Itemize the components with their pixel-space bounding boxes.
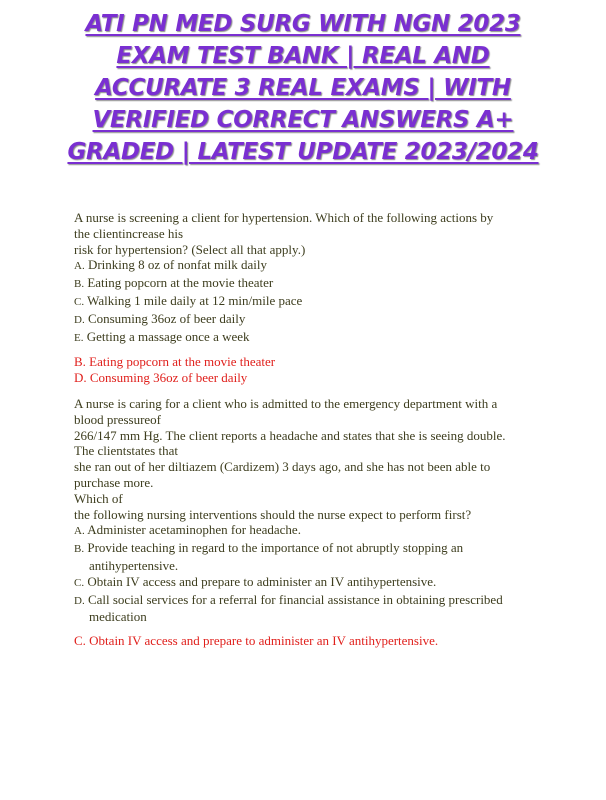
- stem-line: the following nursing interventions should the nurse expect to perform first?: [74, 506, 472, 522]
- stem-line: blood pressureof: [74, 411, 162, 427]
- document-title: [40, 8, 566, 168]
- question-1-answers: [74, 354, 554, 386]
- title-line: EXAM TEST BANK | REAL AND: [116, 43, 490, 69]
- title-line: ATI PN MED SURG WITH NGN 2023: [85, 11, 521, 37]
- title-line: ACCURATE 3 REAL EXAMS | WITH: [95, 75, 511, 101]
- stem-line: 266/147 mm Hg. The client reports a headache and states that she is seeing double.: [74, 427, 506, 443]
- option-letter: B.: [74, 543, 85, 556]
- stem-line: purchase more.: [74, 474, 154, 490]
- option-d: [74, 592, 554, 626]
- option-c: [74, 574, 554, 592]
- option-a: [74, 522, 554, 540]
- option-letter: B.: [74, 278, 85, 291]
- question-2: [74, 396, 554, 649]
- question-2-options: [74, 522, 554, 625]
- option-text: Walking 1 mile daily at 12 min/mile pace: [87, 292, 303, 308]
- option-text: Consuming 36oz of beer daily: [87, 310, 246, 326]
- title-line: GRADED | LATEST UPDATE 2023/2024: [67, 139, 539, 165]
- option-letter: A.: [74, 525, 85, 538]
- stem-line: risk for hypertension? (Select all that apply.): [74, 241, 306, 257]
- title-line: VERIFIED CORRECT ANSWERS A+: [92, 107, 514, 133]
- stem-line: A nurse is screening a client for hypertension. Which of the following actions by: [74, 210, 494, 225]
- stem-line: the clientincrease his: [74, 225, 184, 241]
- option-c: [74, 293, 554, 311]
- option-d: [74, 311, 554, 329]
- option-letter: C.: [74, 576, 85, 589]
- correct-answer: C. Obtain IV access and prepare to administer an IV antihypertensive.: [74, 633, 439, 649]
- correct-answer: B. Eating popcorn at the movie theater: [74, 354, 276, 370]
- question-1-stem: [74, 210, 554, 257]
- stem-line: A nurse is caring for a client who is admitted to the emergency department with a: [74, 395, 498, 411]
- correct-answer: D. Consuming 36oz of beer daily: [74, 370, 248, 386]
- option-text: Obtain IV access and prepare to administer an IV antihypertensive.: [87, 573, 437, 589]
- option-letter: E.: [74, 331, 84, 344]
- option-a: [74, 257, 554, 275]
- option-text: Provide teaching in regard to the importance of not abruptly stopping an antihypertensive.: [87, 540, 464, 573]
- question-1: [74, 210, 554, 386]
- question-2-answers: [74, 633, 554, 649]
- question-1-options: [74, 257, 554, 346]
- option-text: Administer acetaminophen for headache.: [87, 522, 301, 538]
- option-b: [74, 275, 554, 293]
- stem-line: The clientstates that: [74, 443, 178, 459]
- option-text: Eating popcorn at the movie theater: [87, 275, 274, 291]
- option-letter: D.: [74, 594, 85, 607]
- option-e: [74, 329, 554, 347]
- option-text: Call social services for a referral for financial assistance in obtaining prescribed medication: [87, 591, 503, 625]
- option-letter: C.: [74, 295, 85, 308]
- option-text: Getting a massage once a week: [86, 328, 250, 344]
- stem-line: Which of: [74, 490, 123, 506]
- document-body: [74, 210, 554, 649]
- option-letter: D.: [74, 313, 85, 326]
- option-letter: A.: [74, 260, 85, 273]
- question-2-stem: [74, 396, 554, 522]
- stem-line: she ran out of her diltiazem (Cardizem) 3 days ago, and she has not been able to: [74, 459, 491, 475]
- option-b: [74, 540, 554, 574]
- option-text: Drinking 8 oz of nonfat milk daily: [87, 257, 268, 273]
